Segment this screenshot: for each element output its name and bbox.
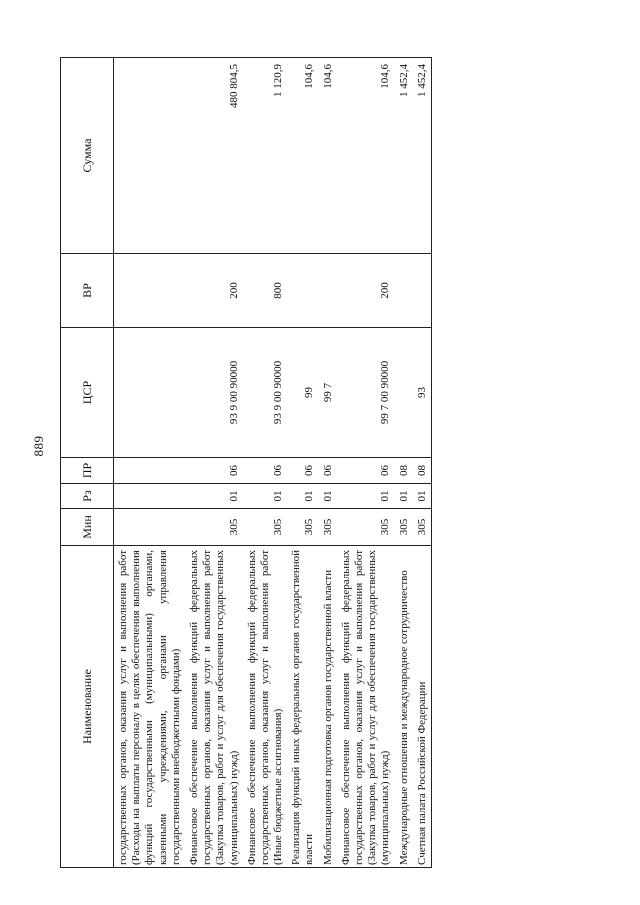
- cell-csr: 93 9 00 90000: [185, 328, 243, 458]
- header-sum: Сумма: [61, 58, 114, 254]
- cell-csr: 99: [287, 328, 318, 458]
- cell-sum: 1 452,4: [395, 58, 413, 254]
- table-row: [337, 58, 395, 868]
- cell-pr: 06: [337, 458, 395, 484]
- cell-pr: 06: [319, 458, 337, 484]
- cell-rz: 01: [243, 484, 288, 509]
- page-number: 889: [31, 435, 46, 457]
- cell-sum: 104,6: [319, 58, 337, 254]
- table-row: [243, 58, 288, 868]
- cell-rz: 01: [185, 484, 243, 509]
- cell-csr: [114, 328, 185, 458]
- header-csr: ЦСР: [61, 328, 114, 458]
- cell-sum: 104,6: [337, 58, 395, 254]
- cell-pr: 06: [243, 458, 288, 484]
- cell-name: Финансовое обеспечение выполнения функций федеральных государственных органов, оказания услуг и выполнения работ (Иные бюджетные ассигнования): [243, 546, 288, 868]
- cell-sum: [114, 58, 185, 254]
- cell-name: Международные отношения и международное сотрудничество: [395, 546, 413, 868]
- cell-vr: [413, 254, 432, 328]
- cell-vr: [319, 254, 337, 328]
- cell-min: [114, 509, 185, 546]
- cell-min: 305: [243, 509, 288, 546]
- cell-pr: 06: [287, 458, 318, 484]
- header-vr: ВР: [61, 254, 114, 328]
- cell-pr: 08: [395, 458, 413, 484]
- header-name: Наименование: [61, 546, 114, 868]
- cell-csr: 93 9 00 90000: [243, 328, 288, 458]
- header-min: Мин: [61, 509, 114, 546]
- table-row: [395, 58, 413, 868]
- rotated-page: [60, 58, 590, 868]
- cell-min: 305: [337, 509, 395, 546]
- cell-name: Финансовое обеспечение выполнения функций федеральных государственных органов, оказания услуг и выполнения работ (Закупка товаров, работ и услуг для обеспечения государственных (муниципальных) нужд): [337, 546, 395, 868]
- cell-pr: 08: [413, 458, 432, 484]
- cell-min: 305: [319, 509, 337, 546]
- cell-vr: 200: [337, 254, 395, 328]
- table-header-row: [61, 58, 114, 868]
- cell-rz: 01: [319, 484, 337, 509]
- cell-min: 305: [185, 509, 243, 546]
- cell-name: Мобилизационная подготовка органов государственной власти: [319, 546, 337, 868]
- table-container: [60, 58, 590, 868]
- cell-pr: 06: [185, 458, 243, 484]
- cell-csr: 93: [413, 328, 432, 458]
- cell-sum: 1 452,4: [413, 58, 432, 254]
- table-row: [185, 58, 243, 868]
- table-row: [319, 58, 337, 868]
- cell-name: Счетная палата Российской Федерации: [413, 546, 432, 868]
- cell-rz: 01: [413, 484, 432, 509]
- cell-csr: 99 7 00 90000: [337, 328, 395, 458]
- cell-pr: [114, 458, 185, 484]
- cell-name: Финансовое обеспечение выполнения функций федеральных государственных органов, оказания услуг и выполнения работ (Закупка товаров, работ и услуг для обеспечения государственных (муниципальных) нужд): [185, 546, 243, 868]
- cell-min: 305: [395, 509, 413, 546]
- table-row: [287, 58, 318, 868]
- header-pr: ПР: [61, 458, 114, 484]
- table-row: [114, 58, 185, 868]
- cell-sum: 480 804,5: [185, 58, 243, 254]
- table-row: [413, 58, 432, 868]
- cell-csr: 99 7: [319, 328, 337, 458]
- cell-vr: 800: [243, 254, 288, 328]
- budget-table: [60, 57, 432, 868]
- cell-vr: [287, 254, 318, 328]
- cell-rz: 01: [287, 484, 318, 509]
- cell-sum: 1 120,9: [243, 58, 288, 254]
- cell-rz: 01: [337, 484, 395, 509]
- cell-rz: 01: [395, 484, 413, 509]
- cell-vr: [395, 254, 413, 328]
- cell-sum: 104,6: [287, 58, 318, 254]
- cell-vr: 200: [185, 254, 243, 328]
- header-rz: Рз: [61, 484, 114, 509]
- cell-vr: [114, 254, 185, 328]
- cell-min: 305: [287, 509, 318, 546]
- cell-name: государственных органов, оказания услуг и выполнения работ (Расходы на выплаты персоналу в целях обеспечения выполнения функций государственными (муниципальными) органами, казенными учреждениями, органами управления государственными внебюджетными фондами): [114, 546, 185, 868]
- cell-min: 305: [413, 509, 432, 546]
- cell-csr: [395, 328, 413, 458]
- cell-name: Реализация функций иных федеральных органов государственной власти: [287, 546, 318, 868]
- cell-rz: [114, 484, 185, 509]
